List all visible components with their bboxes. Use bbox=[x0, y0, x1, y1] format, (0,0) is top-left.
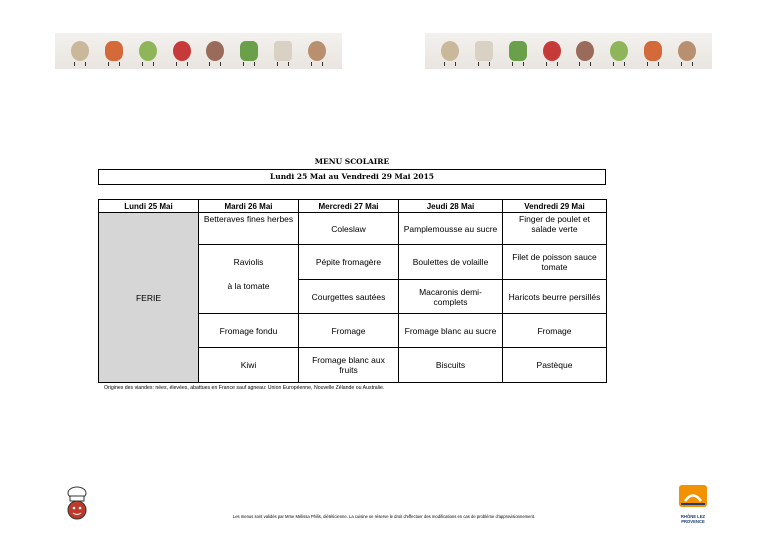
town-logo-line1: RHÔNE LEZ bbox=[680, 514, 706, 519]
col-header-friday: Vendredi 29 Mai bbox=[503, 200, 607, 213]
meat-icon bbox=[206, 41, 224, 61]
col-header-wednesday: Mercredi 27 Mai bbox=[299, 200, 399, 213]
col-header-monday: Lundi 25 Mai bbox=[99, 200, 199, 213]
menu-cell: Fromage bbox=[299, 314, 399, 348]
meat-icon bbox=[576, 41, 594, 61]
potato-icon bbox=[71, 41, 89, 61]
menu-cell: Haricots beurre persillés bbox=[503, 280, 607, 314]
tomato-icon bbox=[173, 41, 191, 61]
menu-cell: Fromage blanc au sucre bbox=[399, 314, 503, 348]
menu-cell: Fromage bbox=[503, 314, 607, 348]
table-header-row bbox=[99, 200, 607, 213]
menu-cell: Filet de poisson sauce tomate bbox=[503, 245, 607, 280]
town-logo bbox=[675, 484, 711, 522]
menu-cell: Pamplemousse au sucre bbox=[399, 213, 503, 245]
menu-cell: Macaronis demi- complets bbox=[399, 280, 503, 314]
town-logo-line2: PROVENCE bbox=[681, 518, 705, 524]
menu-cell: à la tomate bbox=[199, 280, 299, 314]
cheese-icon bbox=[475, 41, 493, 61]
bread-icon bbox=[308, 41, 326, 61]
menu-cell: Betteraves fines herbes bbox=[199, 213, 299, 245]
menu-cell: Kiwi bbox=[199, 348, 299, 383]
tomato-icon bbox=[543, 41, 561, 61]
menu-cell: Courgettes sautées bbox=[299, 280, 399, 314]
col-header-tuesday: Mardi 26 Mai bbox=[199, 200, 299, 213]
meat-origin-note: Origines des viandes: nées, élevées, abattues en France sauf agneau: Union Européenne, Nouvelle Zélande ou Australie. bbox=[104, 385, 385, 391]
menu-cell: Pastèque bbox=[503, 348, 607, 383]
broccoli-icon bbox=[610, 41, 628, 61]
cheese-icon bbox=[274, 41, 292, 61]
town-logo-text bbox=[675, 515, 711, 524]
leek-icon bbox=[240, 41, 258, 61]
table-row bbox=[99, 213, 607, 245]
page-footer: Les menus sont validés par Mme Mélissa Philis, diététicienne. La cuisine se réserve le droit d'effectuer des modifications en cas de problème d'approvisionnement. bbox=[232, 514, 536, 519]
menu-cell: Fromage fondu bbox=[199, 314, 299, 348]
menu-header bbox=[98, 154, 606, 185]
monday-ferie-cell: FERIE bbox=[99, 213, 199, 383]
menu-cell: Coleslaw bbox=[299, 213, 399, 245]
broccoli-icon bbox=[139, 41, 157, 61]
menu-table bbox=[98, 199, 607, 383]
menu-cell: Raviolis bbox=[199, 245, 299, 280]
leek-icon bbox=[509, 41, 527, 61]
menu-cell: Fromage blanc aux fruits bbox=[299, 348, 399, 383]
carrot-icon bbox=[644, 41, 662, 61]
menu-cell: Finger de poulet et salade verte bbox=[503, 213, 607, 245]
col-header-thursday: Jeudi 28 Mai bbox=[399, 200, 503, 213]
menu-cell: Boulettes de volaille bbox=[399, 245, 503, 280]
vegetable-banner-left bbox=[55, 33, 342, 69]
menu-cell: Biscuits bbox=[399, 348, 503, 383]
menu-title: MENU SCOLAIRE bbox=[314, 157, 390, 166]
menu-dates: Lundi 25 Mai au Vendredi 29 Mai 2015 bbox=[98, 169, 606, 185]
bread-icon bbox=[678, 41, 696, 61]
carrot-icon bbox=[105, 41, 123, 61]
menu-cell: Pépite fromagère bbox=[299, 245, 399, 280]
town-logo-icon bbox=[675, 484, 711, 508]
potato-icon bbox=[441, 41, 459, 61]
vegetable-banner-right bbox=[425, 33, 712, 69]
